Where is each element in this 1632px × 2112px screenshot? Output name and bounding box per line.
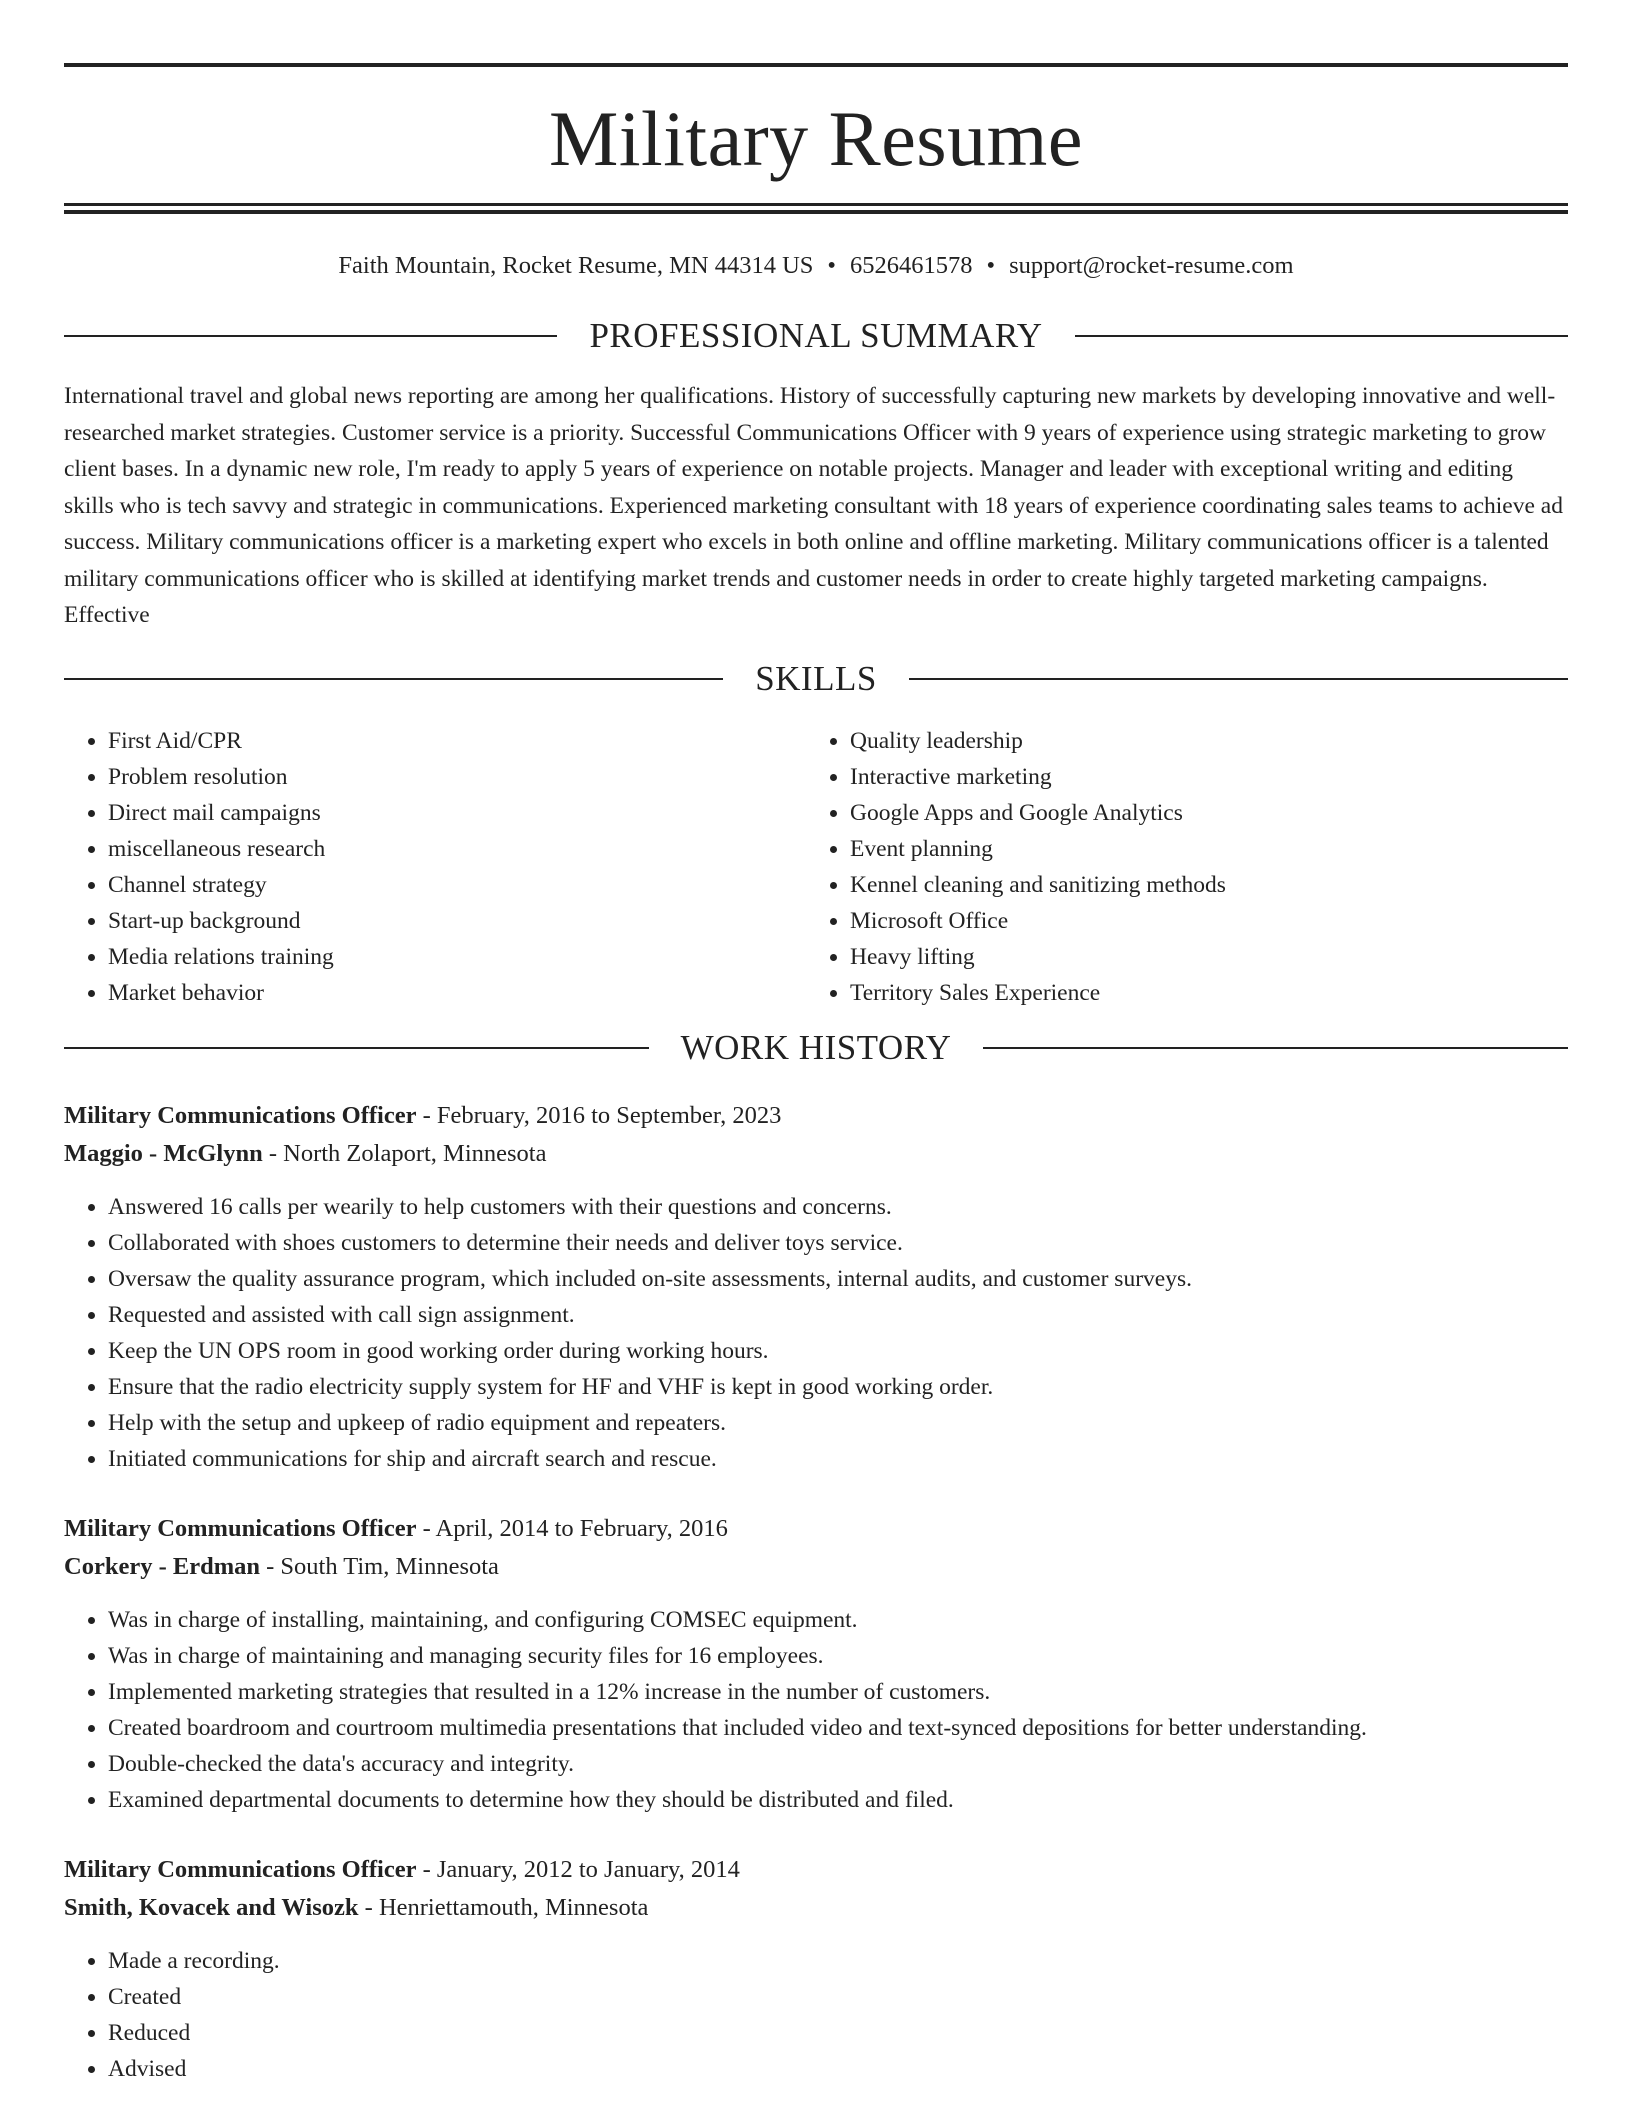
job-duty: • Created boardroom and courtroom multimedia presentations that included video and text-synced depositions for better understanding. <box>108 1710 1568 1746</box>
job-duty: • Keep the UN OPS room in good working order during working hours. <box>108 1333 1568 1369</box>
skill-item: • Channel strategy <box>108 867 806 903</box>
section-divider-right <box>983 1047 1568 1049</box>
job-duty: • Advised <box>108 2051 1568 2087</box>
skill-item: • Territory Sales Experience <box>850 975 1548 1011</box>
contact-phone: 6526461578 <box>850 252 973 279</box>
job-location: Henriettamouth, Minnesota <box>378 1893 649 1921</box>
skill-item: • miscellaneous research <box>108 831 806 867</box>
job-duties-list <box>64 1189 1568 1477</box>
section-divider-left <box>64 1047 649 1049</box>
job-entry <box>64 1097 1568 1477</box>
resume-page <box>64 0 1568 2087</box>
job-duty: • Was in charge of maintaining and managing security files for 16 employees. <box>108 1638 1568 1674</box>
section-divider-right <box>1075 335 1568 337</box>
skills-section-header <box>64 659 1568 699</box>
job-company: Maggio - McGlynn <box>64 1139 263 1167</box>
skills-list-right <box>806 723 1548 1011</box>
job-company-line: Corkery - Erdman - South Tim, Minnesota <box>64 1552 499 1580</box>
job-company: Corkery - Erdman <box>64 1552 260 1580</box>
job-title-line: Military Communications Officer - February, 2016 to September, 2023 <box>64 1101 782 1129</box>
skill-item: • Market behavior <box>108 975 806 1011</box>
job-entry <box>64 1851 1568 2087</box>
skill-item: • First Aid/CPR <box>108 723 806 759</box>
skills-list-left <box>64 723 806 1011</box>
work-heading: WORK HISTORY <box>680 1027 952 1067</box>
job-duty: • Was in charge of installing, maintaining, and configuring COMSEC equipment. <box>108 1602 1568 1638</box>
job-duties-list <box>64 1602 1568 1818</box>
skills-columns <box>64 723 1568 1011</box>
skill-item: • Heavy lifting <box>850 939 1548 975</box>
skills-heading: SKILLS <box>755 658 877 698</box>
job-duty: • Implemented marketing strategies that resulted in a 12% increase in the number of customers. <box>108 1674 1568 1710</box>
title-double-divider <box>64 203 1568 214</box>
skill-item: • Microsoft Office <box>850 903 1548 939</box>
job-duty: • Double-checked the data's accuracy and integrity. <box>108 1746 1568 1782</box>
top-divider <box>64 63 1568 67</box>
job-company: Smith, Kovacek and Wisozk <box>64 1893 359 1921</box>
job-duty: • Created <box>108 1979 1568 2015</box>
job-company-line: Maggio - McGlynn - North Zolaport, Minnesota <box>64 1139 547 1167</box>
job-duty: • Help with the setup and upkeep of radio equipment and repeaters. <box>108 1405 1568 1441</box>
job-title: Military Communications Officer <box>64 1101 417 1129</box>
page-title: Military Resume <box>549 95 1083 182</box>
summary-section-header <box>64 316 1568 356</box>
skill-item: • Start-up background <box>108 903 806 939</box>
section-divider-left <box>64 678 723 680</box>
job-entry <box>64 1510 1568 1818</box>
job-duty: • Collaborated with shoes customers to determine their needs and deliver toys service. <box>108 1225 1568 1261</box>
contact-address: Faith Mountain, Rocket Resume, MN 44314 US <box>338 252 814 279</box>
job-dates: February, 2016 to September, 2023 <box>436 1101 782 1129</box>
job-duty: • Answered 16 calls per wearily to help customers with their questions and concerns. <box>108 1189 1568 1225</box>
job-company-line: Smith, Kovacek and Wisozk - Henriettamouth, Minnesota <box>64 1893 649 1921</box>
section-divider-left <box>64 335 557 337</box>
skill-item: • Google Apps and Google Analytics <box>850 795 1548 831</box>
work-section-header <box>64 1028 1568 1068</box>
section-divider-right <box>909 678 1568 680</box>
skill-item: • Kennel cleaning and sanitizing methods <box>850 867 1548 903</box>
skill-item: • Problem resolution <box>108 759 806 795</box>
contact-line <box>64 251 1568 281</box>
summary-heading: PROFESSIONAL SUMMARY <box>589 316 1043 355</box>
job-dates: January, 2012 to January, 2014 <box>436 1855 740 1883</box>
job-duty: • Oversaw the quality assurance program, which included on-site assessments, internal audits, and customer surveys. <box>108 1261 1568 1297</box>
job-duty: • Initiated communications for ship and aircraft search and rescue. <box>108 1441 1568 1477</box>
job-duty: • Examined departmental documents to determine how they should be distributed and filed. <box>108 1782 1568 1818</box>
job-location: South Tim, Minnesota <box>280 1552 499 1580</box>
skill-item: • Direct mail campaigns <box>108 795 806 831</box>
job-spacer <box>64 1477 1568 1510</box>
job-location: North Zolaport, Minnesota <box>283 1139 547 1167</box>
skill-item: • Quality leadership <box>850 723 1548 759</box>
job-duties-list <box>64 1943 1568 2087</box>
job-title-line: Military Communications Officer - January, 2012 to January, 2014 <box>64 1855 740 1883</box>
skill-item: • Media relations training <box>108 939 806 975</box>
job-spacer <box>64 1818 1568 1851</box>
job-duty: • Made a recording. <box>108 1943 1568 1979</box>
contact-separator: • <box>827 252 836 279</box>
job-title: Military Communications Officer <box>64 1855 417 1883</box>
job-duty: • Ensure that the radio electricity supply system for HF and VHF is kept in good working order. <box>108 1369 1568 1405</box>
contact-email: support@rocket-resume.com <box>1009 252 1294 279</box>
summary-text: International travel and global news reporting are among her qualifications. History of successfully capturing new markets by developing innovative and well-researched market strategies. Customer service is a priority. Successful Communications Officer with 9 years of experience using strategic marketing to grow client bases. In a dynamic new role, I'm ready to apply 5 years of experience on notable projects. Manager and leader with exceptional writing and editing skills who is tech savvy and strategic in communications. Experienced marketing consultant with 18 years of experience coordinating sales teams to achieve ad success. Military communications officer is a marketing expert who excels in both online and offline marketing. Military communications officer is a talented military communications officer who is skilled at identifying market trends and customer needs in order to create highly targeted marketing campaigns. Effective <box>64 383 1563 628</box>
job-title: Military Communications Officer <box>64 1514 417 1542</box>
job-duty: • Reduced <box>108 2015 1568 2051</box>
skill-item: • Interactive marketing <box>850 759 1548 795</box>
job-duty: • Requested and assisted with call sign assignment. <box>108 1297 1568 1333</box>
job-dates: April, 2014 to February, 2016 <box>435 1514 728 1542</box>
contact-separator: • <box>986 252 996 279</box>
job-title-line: Military Communications Officer - April, 2014 to February, 2016 <box>64 1514 728 1542</box>
skill-item: • Event planning <box>850 831 1548 867</box>
